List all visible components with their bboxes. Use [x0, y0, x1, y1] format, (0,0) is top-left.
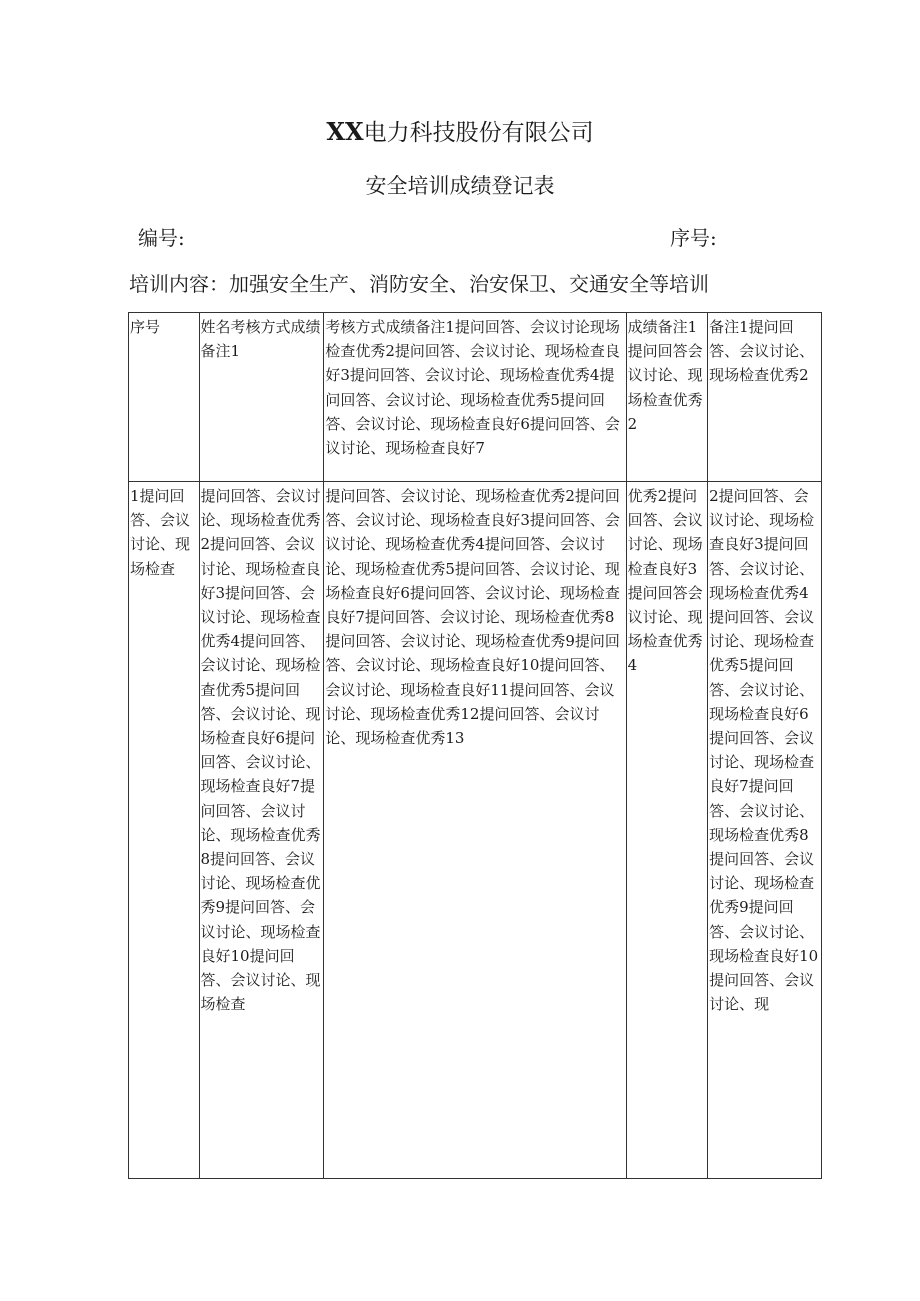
table-cell: 成绩备注1提问回答会议讨论、现场检查优秀2: [626, 313, 708, 482]
score-table: [128, 312, 822, 1179]
table-cell: 2提问回答、会议讨论、现场检查良好3提问回答、会议讨论、现场检查优秀4提问回答、会议讨论、现场检查优秀5提问回答、会议讨论、现场检查良好6提问回答、会议讨论、现场检查良好7提问回答、会议讨论、现场检查优秀8提问回答、会议讨论、现场检查优秀9提问回答、会议讨论、现场检查良好10提问回答、会议讨论、现: [708, 482, 822, 1179]
number-label: 编号:: [138, 226, 185, 250]
table-cell: 提问回答、会议讨论、现场检查优秀2提问回答、会议讨论、现场检查良好3提问回答、会议讨论、现场检查优秀4提问回答、会议讨论、现场检查优秀5提问回答、会议讨论、现场检查良好6提问回答、会议讨论、现场检查良好7提问回答、会议讨论、现场检查优秀8提问回答、会议讨论、现场检查优秀9提问回答、会议讨论、现场检查良好10提问回答、会议讨论、现场检查良好11提问回答、会议讨论、现场检查优秀12提问回答、会议讨论、现场检查优秀13: [324, 482, 626, 1179]
table-cell: 1提问回答、会议讨论、现场检查: [129, 482, 200, 1179]
form-title: 安全培训成绩登记表: [365, 174, 555, 198]
table-header-row: [129, 313, 822, 482]
table-cell: 序号: [129, 313, 200, 482]
table-cell: 提问回答、会议讨论、现场检查优秀2提问回答、会议讨论、现场检查良好3提问回答、会议讨论、现场检查优秀4提问回答、会议讨论、现场检查优秀5提问回答、会议讨论、现场检查良好6提问回答、会议讨论、现场检查良好7提问回答、会议讨论、现场检查优秀8提问回答、会议讨论、现场检查优秀9提问回答、会议讨论、现场检查良好10提问回答、会议讨论、现场检查: [199, 482, 324, 1179]
company-title: [0, 116, 920, 149]
table-cell: 备注1提问回答、会议讨论、现场检查优秀2: [708, 313, 822, 482]
sequence-label: 序号:: [670, 226, 717, 250]
table-row: [129, 482, 822, 1179]
training-content: 培训内容：加强安全生产、消防安全、治安保卫、交通安全等培训: [129, 272, 709, 296]
table-cell: 优秀2提问回答、会议讨论、现场检查良好3提问回答会议讨论、现场检查优秀4: [626, 482, 708, 1179]
company-title-bold: XX: [326, 117, 364, 146]
table-cell: 考核方式成绩备注1提问回答、会议讨论现场检查优秀2提问回答、会议讨论、现场检查良好3提问回答、会议讨论、现场检查优秀4提问回答、会议讨论、现场检查优秀5提问回答、会议讨论、现场检查良好6提问回答、会议讨论、现场检查良好7: [324, 313, 626, 482]
company-title-rest: 电力科技股份有限公司: [363, 120, 594, 146]
table-cell: 姓名考核方式成绩备注1: [199, 313, 324, 482]
